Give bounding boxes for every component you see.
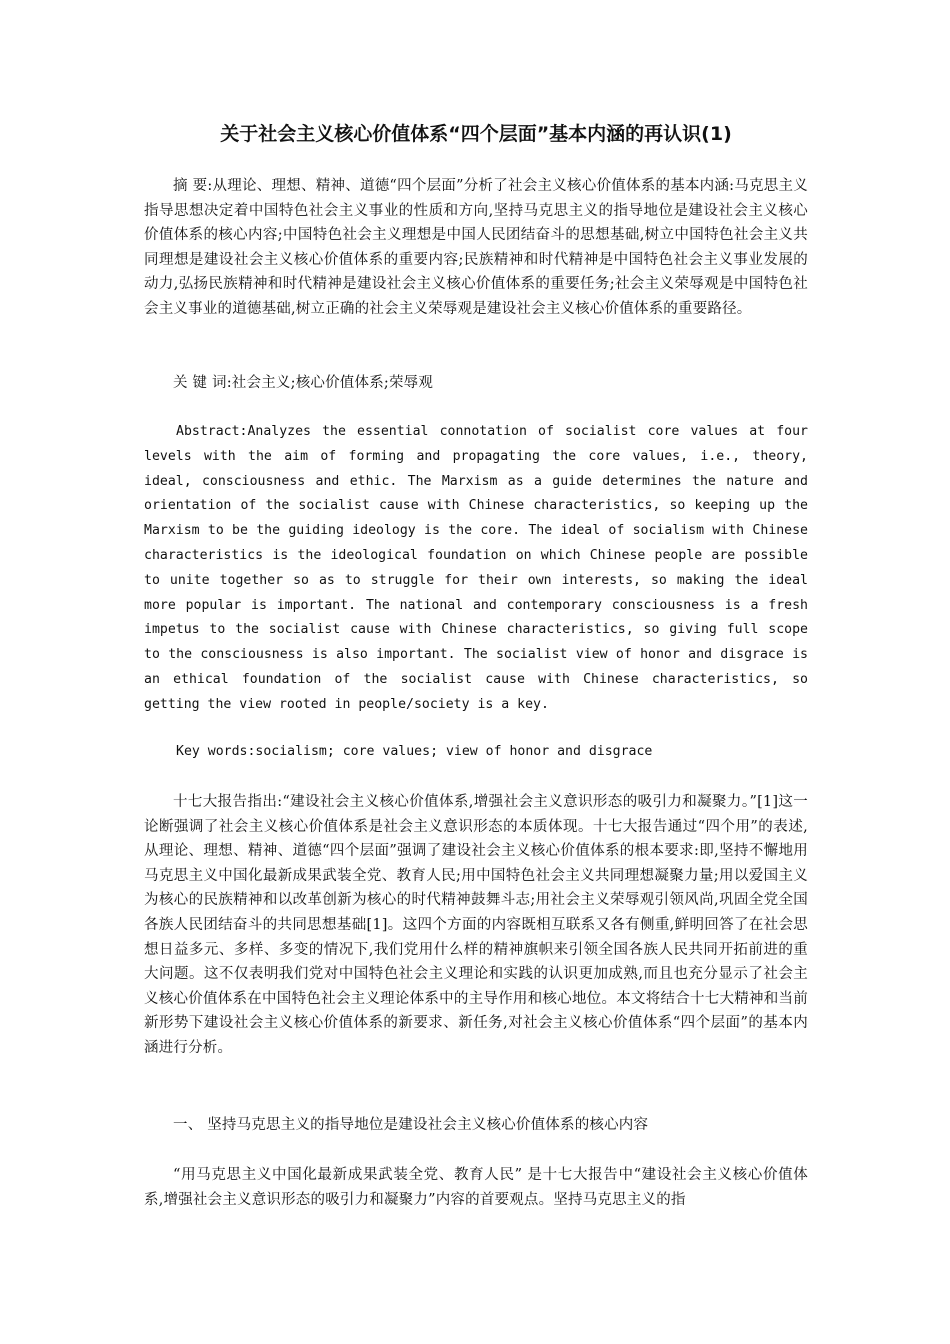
keywords-english: Key words:socialism; core values; view of honor and disgrace [176,744,653,759]
abstract-english: Abstract:Analyzes the essential connotation of socialist core values at four levels with the aim of forming and propagating the core values, i.e., theory, ideal, consciousness and ethic. The Marxism as a guide determines the nature and orientation of the socialist cause with Chinese characteristics, so keeping up the Marxism to be the guiding ideology is the core. The ideal of socialism with Chinese characteristics is the ideological foundation on which Chinese people are possible to unite together so as to struggle for their own interests, so making the ideal more popular is important. The national and contemporary consciousness is a fresh impetus to the socialist cause with Chinese characteristics, so giving full scope to the consciousness is also important. The socialist view of honor and disgrace is an ethical foundation of the socialist cause with Chinese characteristics, so getting the view rooted in people/society is a key. [144,424,808,712]
abstract-chinese: 摘 要:从理论、理想、精神、道德“四个层面”分析了社会主义核心价值体系的基本内涵:马克思主义指导思想决定着中国特色社会主义事业的性质和方向,坚持马克思主义的指导地位是建设社会主义核心价值体系的核心内容;中国特色社会主义理想是中国人民团结奋斗的思想基础,树立中国特色社会主义共同理想是建设社会主义核心价值体系的重要内容;民族精神和时代精神是中国特色社会主义事业发展的动力,弘扬民族精神和时代精神是建设社会主义核心价值体系的重要任务;社会主义荣辱观是中国特色社会主义事业的道德基础,树立正确的社会主义荣辱观是建设社会主义核心价值体系的重要路径。 [144,178,808,317]
body-paragraph-section-1: “用马克思主义中国化最新成果武装全党、教育人民” 是十七大报告中“建设社会主义核心价值体系,增强社会主义意识形态的吸引力和凝聚力”内容的首要观点。坚持马克思主义的指 [144,1167,808,1208]
body-paragraph-introduction: 十七大报告指出:“建设社会主义核心价值体系,增强社会主义意识形态的吸引力和凝聚力。”[1]这一论断强调了社会主义核心价值体系是社会主义意识形态的本质体现。十七大报告通过“四个用”的表述, 从理论、理想、精神、道德“四个层面”强调了建设社会主义核心价值体系的根本要求:即,坚持不懈地用马克思主义中国化最新成果武装全党、教育人民;用中国特色社会主义共同理想凝聚力量;用以爱国主义为核心的民族精神和以改革创新为核心的时代精神鼓舞斗志;用社会主义荣辱观引领风尚,巩固全党全国各族人民团结奋斗的共同思想基础[1]。这四个方面的内容既相互联系又各有侧重,鲜明回答了在社会思想日益多元、多样、多变的情况下,我们党用什么样的精神旗帜来引领全国各族人民共同开拓前进的重大问题。这不仅表明我们党对中国特色社会主义理论和实践的认识更加成熟,而且也充分显示了社会主义核心价值体系在中国特色社会主义理论体系中的主导作用和核心地位。本文将结合十七大精神和当前新形势下建设社会主义核心价值体系的新要求、新任务,对社会主义核心价值体系“四个层面”的基本内涵进行分析。 [144,794,808,1056]
document-title: 关于社会主义核心价值体系“四个层面”基本内涵的再认识(1) [220,123,732,145]
section-heading-1: 一、 坚持马克思主义的指导地位是建设社会主义核心价值体系的核心内容 [173,1117,649,1133]
keywords-chinese: 关 键 词:社会主义;核心价值体系;荣辱观 [173,375,434,391]
